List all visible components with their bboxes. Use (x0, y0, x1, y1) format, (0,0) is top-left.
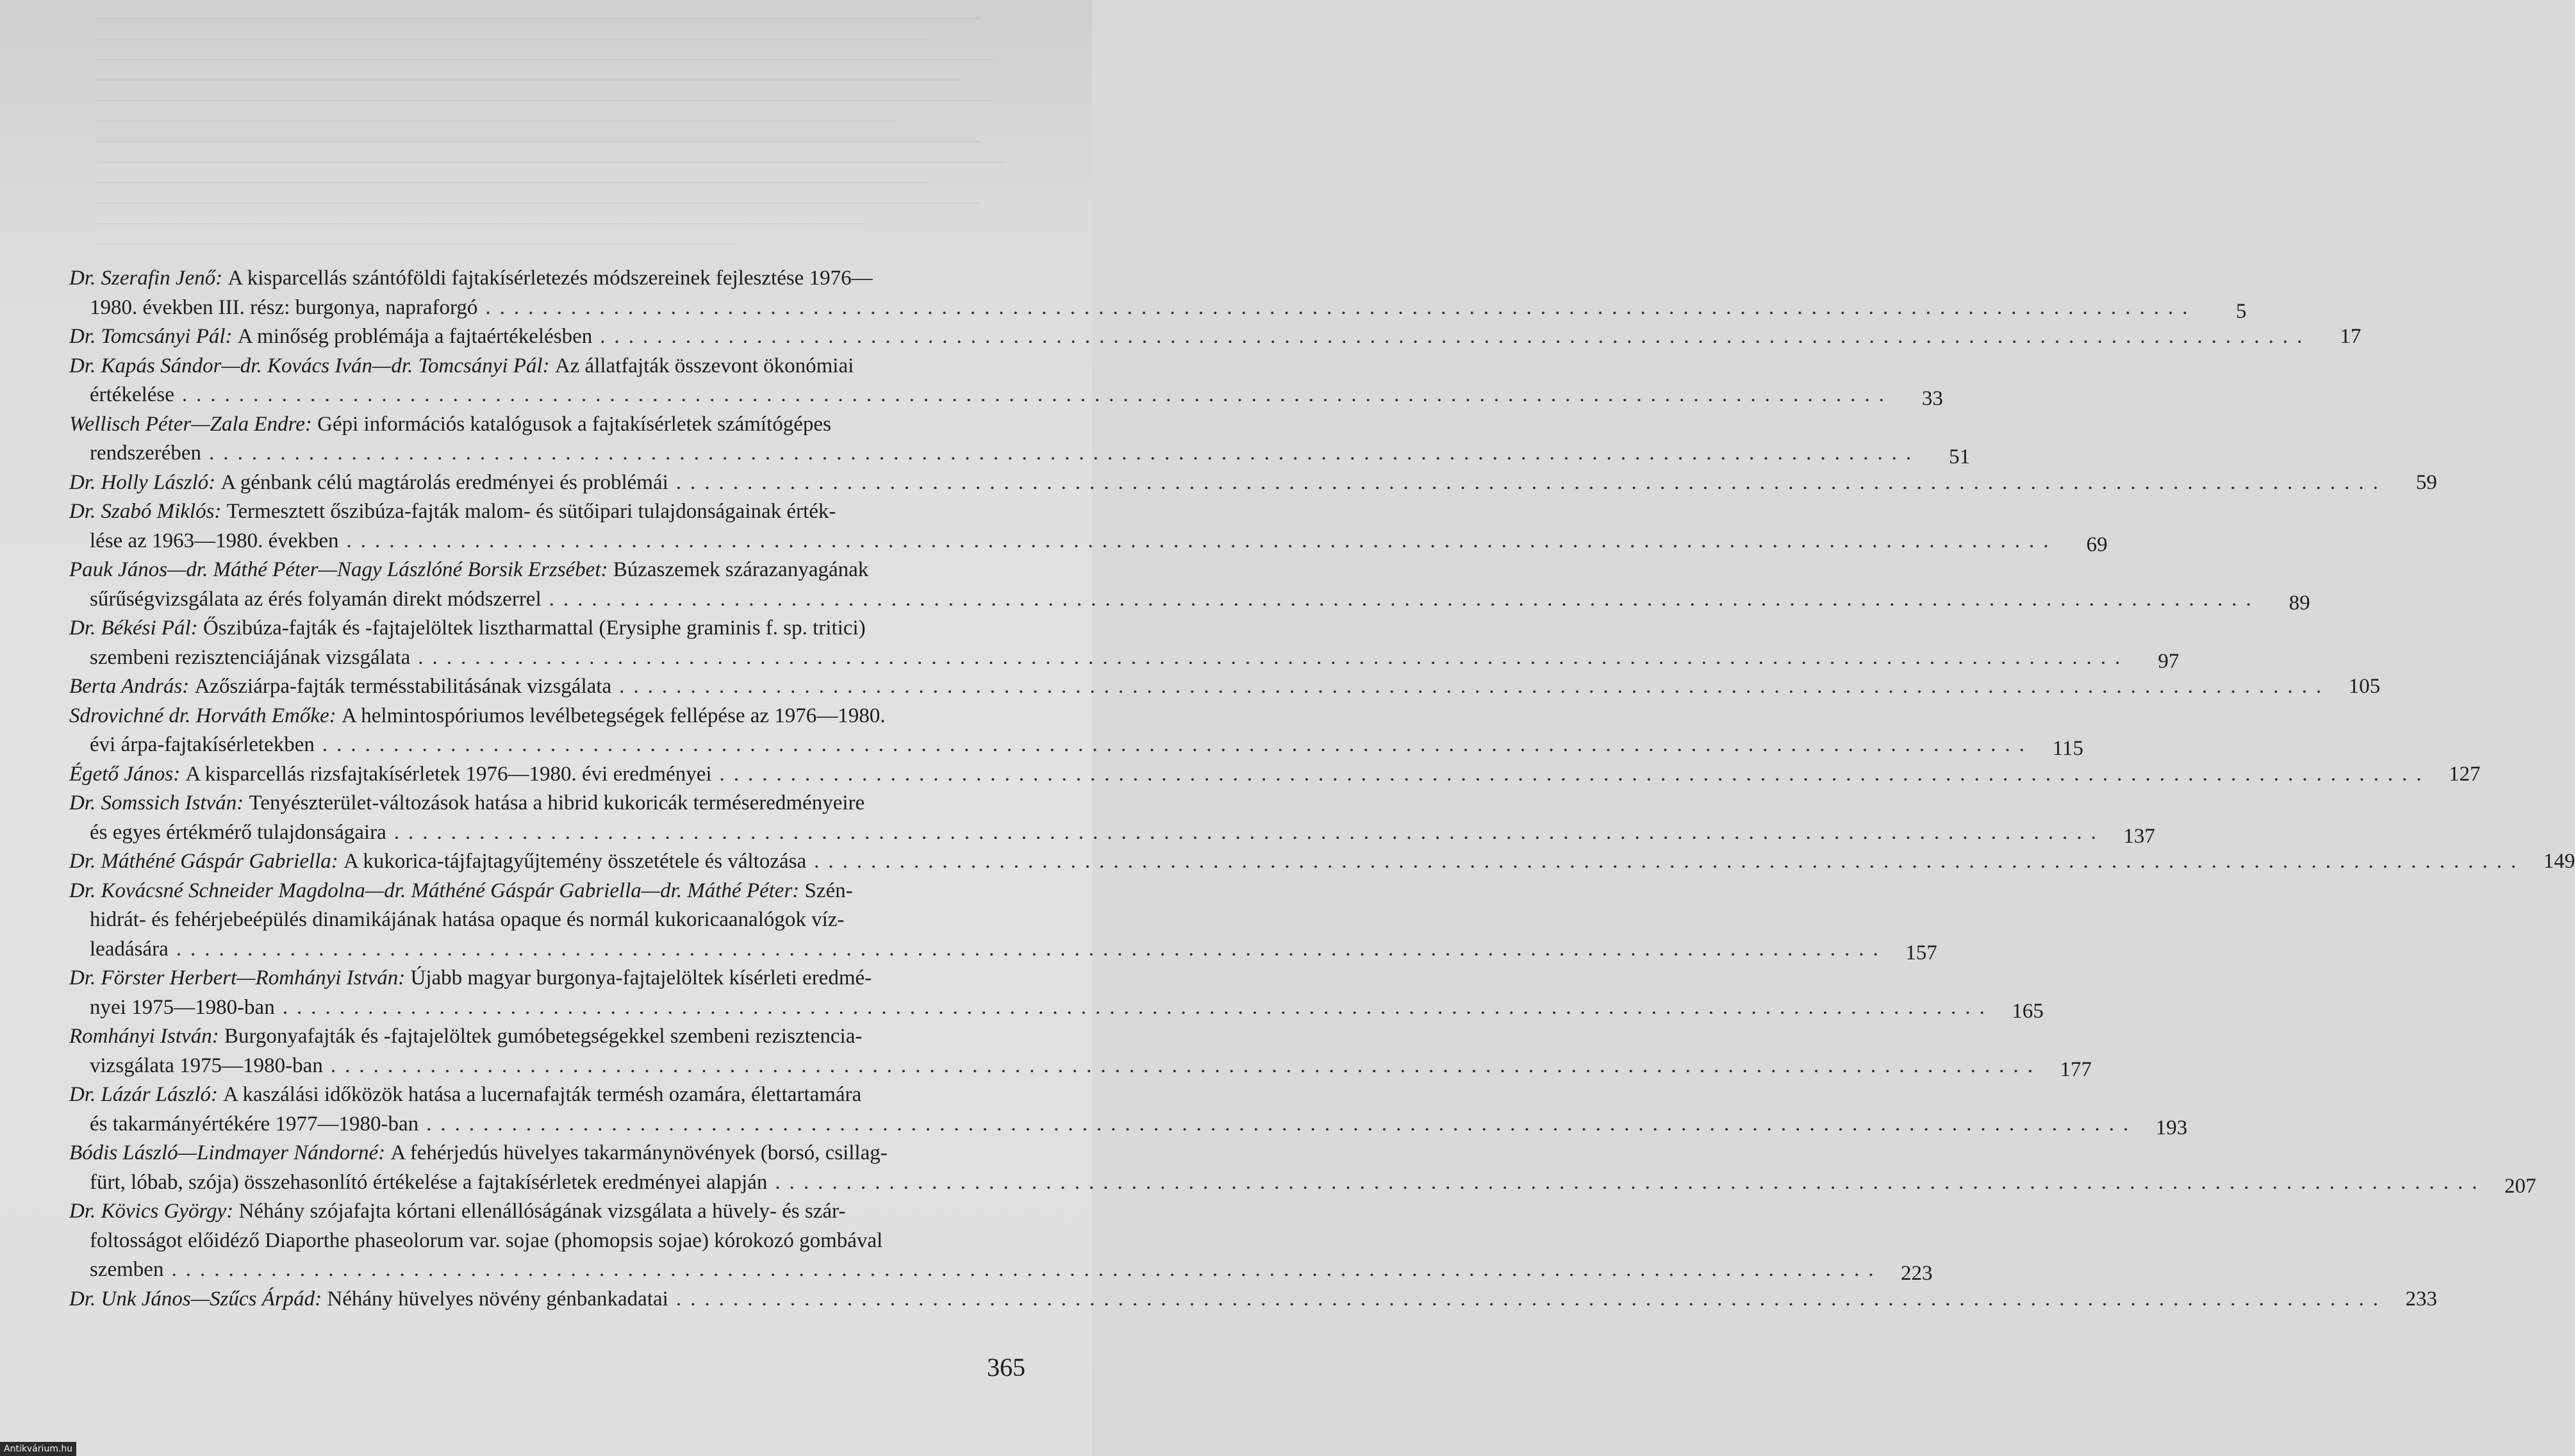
toc-entry (69, 964, 2044, 1023)
toc-title: Az állatfajták összevont ökonómiai (554, 354, 854, 377)
toc-title-continuation: évi árpa-fajtakísérletekben (90, 733, 315, 756)
toc-entry (69, 760, 2481, 790)
toc-entry (69, 847, 2575, 877)
toc-page-number: 97 (2158, 649, 2180, 673)
toc-title-continuation: 1980. években III. rész: burgonya, napraforgó (90, 295, 478, 319)
toc-title: A helmintospóriumos levélbetegségek fellépése az 1976—1980. (341, 704, 886, 727)
leader-dots: ........................................................................................................................ (675, 470, 2387, 494)
toc-page-number: 89 (2289, 591, 2310, 615)
leader-dots: ........................................................................................................................ (675, 1287, 2387, 1311)
leader-dots: ........................................................................................................................ (549, 587, 2260, 611)
toc-title: Burgonyafajták és -fajtajelöltek gumóbetegségekkel szembeni rezisztencia- (224, 1025, 863, 1048)
leader-dots: ........................................................................................................................ (282, 995, 1994, 1019)
toc-entry (69, 702, 2083, 760)
toc-title-continuation: szembeni rezisztenciájának vizsgálata (90, 645, 411, 669)
toc-title: A kukorica-tájfajtagyűjtemény összetétele és változása (344, 850, 807, 873)
toc-author: Romhányi István: (69, 1025, 219, 1048)
toc-title: A kisparcellás szántóföldi fajtakísérletezés módszereinek fejlesztése 1976— (228, 267, 873, 290)
toc-page-number: 233 (2405, 1287, 2437, 1311)
toc-entry (69, 672, 2381, 702)
toc-page-number: 59 (2415, 470, 2437, 494)
toc-author: Bódis László—Lindmayer Nándorné: (69, 1141, 386, 1164)
toc-page-number: 223 (1900, 1262, 1933, 1285)
toc-entry (69, 789, 2155, 848)
toc-title-continuation: sűrűségvizsgálata az érés folyamán direkt módszerrel (90, 587, 542, 611)
toc-page-number: 5 (2235, 299, 2247, 323)
toc-title: Szén- (804, 879, 853, 902)
toc-page-number: 69 (2086, 533, 2108, 556)
toc-entry (69, 556, 2310, 615)
toc-author: Dr. Lázár László: (69, 1083, 218, 1106)
toc-page-number: 165 (2012, 999, 2044, 1023)
toc-entry (69, 1022, 2092, 1081)
toc-entry (69, 468, 2437, 498)
toc-entry (69, 352, 1943, 410)
toc-page-number: 127 (2449, 762, 2481, 786)
toc-title: A fehérjedús hüvelyes takarmánynövények (borsó, csillag- (390, 1141, 888, 1164)
toc-entry (69, 1080, 2188, 1139)
toc-page-number: 157 (1905, 941, 1937, 964)
leader-dots: ........................................................................................................................ (814, 850, 2526, 873)
toc-title-continuation: lése az 1963—1980. években (90, 529, 339, 552)
toc-page-number: 137 (2123, 824, 2155, 848)
toc-title-continuation: szemben (90, 1258, 164, 1281)
toc-author: Dr. Kövics György: (69, 1200, 234, 1223)
toc-page-number: 149 (2543, 850, 2575, 873)
toc-title-continuation: fürt, lóbab, szója) összehasonlító értékelése a fajtakísérletek eredményei alapján (90, 1170, 768, 1194)
toc-title: Őszibúza-fajták és -fajtajelöltek lisztharmattal (Erysiphe graminis f. sp. tritici) (203, 616, 866, 640)
toc-title: Tenyészterület-változások hatása a hibrid kukoricák terméseredményeire (249, 791, 865, 815)
toc-entry (69, 1139, 2537, 1198)
toc-title-continuation: vizsgálata 1975—1980-ban (90, 1054, 323, 1077)
leader-dots: ........................................................................................................................ (346, 529, 2058, 552)
toc-page-number: 177 (2060, 1057, 2092, 1081)
watermark: Antikvárium.hu (0, 1442, 76, 1456)
toc-page-number: 51 (1949, 445, 1971, 468)
toc-title: A kaszálási időközök hatása a lucernafajták termésh ozamára, élettartamára (223, 1083, 862, 1106)
toc-page-number: 193 (2155, 1116, 2188, 1139)
leader-dots: ........................................................................................................................ (393, 820, 2105, 844)
leader-dots: ........................................................................................................................ (426, 1112, 2138, 1136)
toc-entry (69, 322, 2362, 352)
toc-author: Sdrovichné dr. Horváth Emőke: (69, 704, 336, 727)
toc-title-continuation: és takarmányértékére 1977—1980-ban (90, 1112, 419, 1136)
leader-dots: ........................................................................................................................ (418, 645, 2130, 669)
toc-author: Dr. Kapás Sándor—dr. Kovács Iván—dr. Tomcsányi Pál: (69, 354, 550, 377)
toc-title-continuation: hidrát- és fehérjebeépülés dinamikájának hatása opaque és normál kukoricaanalógok víz- (90, 908, 845, 931)
toc-author: Dr. Somssich István: (69, 791, 244, 815)
leader-dots: ........................................................................................................................ (600, 325, 2312, 348)
bleed-through-text (96, 0, 1057, 256)
toc-author: Dr. Szerafin Jenő: (69, 267, 223, 290)
toc-entry (69, 410, 1971, 468)
toc-title: Gépi információs katalógusok a fajtakísérletek számítógépes (317, 412, 831, 436)
toc-entry (69, 1197, 1933, 1285)
toc-author: Égető János: (69, 762, 181, 786)
toc-page-number: 105 (2348, 675, 2381, 698)
table-of-contents (69, 264, 2575, 1314)
leader-dots: ........................................................................................................................ (181, 383, 1893, 406)
leader-dots: ........................................................................................................................ (485, 295, 2197, 319)
toc-page-number: 115 (2052, 737, 2083, 760)
toc-page-number: 17 (2340, 325, 2362, 348)
toc-page-number: 33 (1921, 387, 1943, 410)
toc-entry (69, 877, 1937, 964)
toc-title: Búzaszemek szárazanyagának (613, 558, 869, 581)
leader-dots: ........................................................................................................................ (619, 675, 2331, 698)
toc-author: Dr. Békési Pál: (69, 616, 198, 640)
toc-author: Dr. Holly László: (69, 470, 216, 494)
toc-title-continuation: rendszerében (90, 442, 202, 465)
toc-title-continuation: és egyes értékmérő tulajdonságaira (90, 820, 386, 844)
toc-author: Dr. Förster Herbert—Romhányi István: (69, 966, 406, 989)
toc-title: Újabb magyar burgonya-fajtajelöltek kísérleti eredmé- (410, 966, 872, 989)
toc-author: Dr. Unk János—Szűcs Árpád: (69, 1287, 322, 1311)
toc-title: Azősziárpa-fajták termésstabilitásának vizsgálata (194, 675, 612, 698)
toc-title-continuation: értékelése (90, 383, 174, 406)
toc-title: Termesztett őszibúza-fajták malom- és sütőipari tulajdonságainak érték- (226, 500, 836, 523)
toc-entry (69, 264, 2247, 323)
page-number: 365 (987, 1353, 1025, 1382)
leader-dots: ........................................................................................................................ (322, 733, 2033, 756)
toc-page-number: 207 (2504, 1174, 2537, 1198)
toc-title: Néhány szójafajta kórtani ellenállóságának vizsgálata a hüvely- és szár- (238, 1200, 846, 1223)
toc-title-continuation: leadására (90, 937, 169, 961)
toc-title: A kisparcellás rizsfajtakísérletek 1976—1980. évi eredményei (185, 762, 712, 786)
toc-author: Dr. Szabó Miklós: (69, 500, 222, 523)
toc-entry (69, 614, 2180, 673)
toc-title-continuation: foltosságot előidéző Diaporthe phaseolorum var. sojae (phomopsis sojae) kórokozó gombával (90, 1228, 883, 1252)
toc-author: Dr. Kovácsné Schneider Magdolna—dr. Máthéné Gáspár Gabriella—dr. Máthé Péter: (69, 879, 800, 902)
leader-dots: ........................................................................................................................ (775, 1170, 2487, 1194)
leader-dots: ........................................................................................................................ (171, 1258, 1883, 1281)
toc-title: A génbank célú magtárolás eredményei és problémái (220, 470, 668, 494)
toc-author: Pauk János—dr. Máthé Péter—Nagy Lászlóné Borsik Erzsébet: (69, 558, 608, 581)
toc-title-continuation: nyei 1975—1980-ban (90, 995, 275, 1019)
toc-author: Wellisch Péter—Zala Endre: (69, 412, 312, 436)
leader-dots: ........................................................................................................................ (209, 442, 1921, 465)
toc-title: A minőség problémája a fajtaértékelésben (237, 325, 593, 348)
leader-dots: ........................................................................................................................ (719, 762, 2431, 786)
toc-author: Dr. Máthéné Gáspár Gabriella: (69, 850, 338, 873)
leader-dots: ........................................................................................................................ (176, 937, 1887, 961)
leader-dots: ........................................................................................................................ (330, 1054, 2042, 1077)
toc-entry (69, 497, 2108, 556)
toc-author: Dr. Tomcsányi Pál: (69, 325, 233, 348)
toc-entry (69, 1285, 2437, 1314)
toc-title: Néhány hüvelyes növény génbankadatai (327, 1287, 668, 1311)
toc-author: Berta András: (69, 675, 190, 698)
